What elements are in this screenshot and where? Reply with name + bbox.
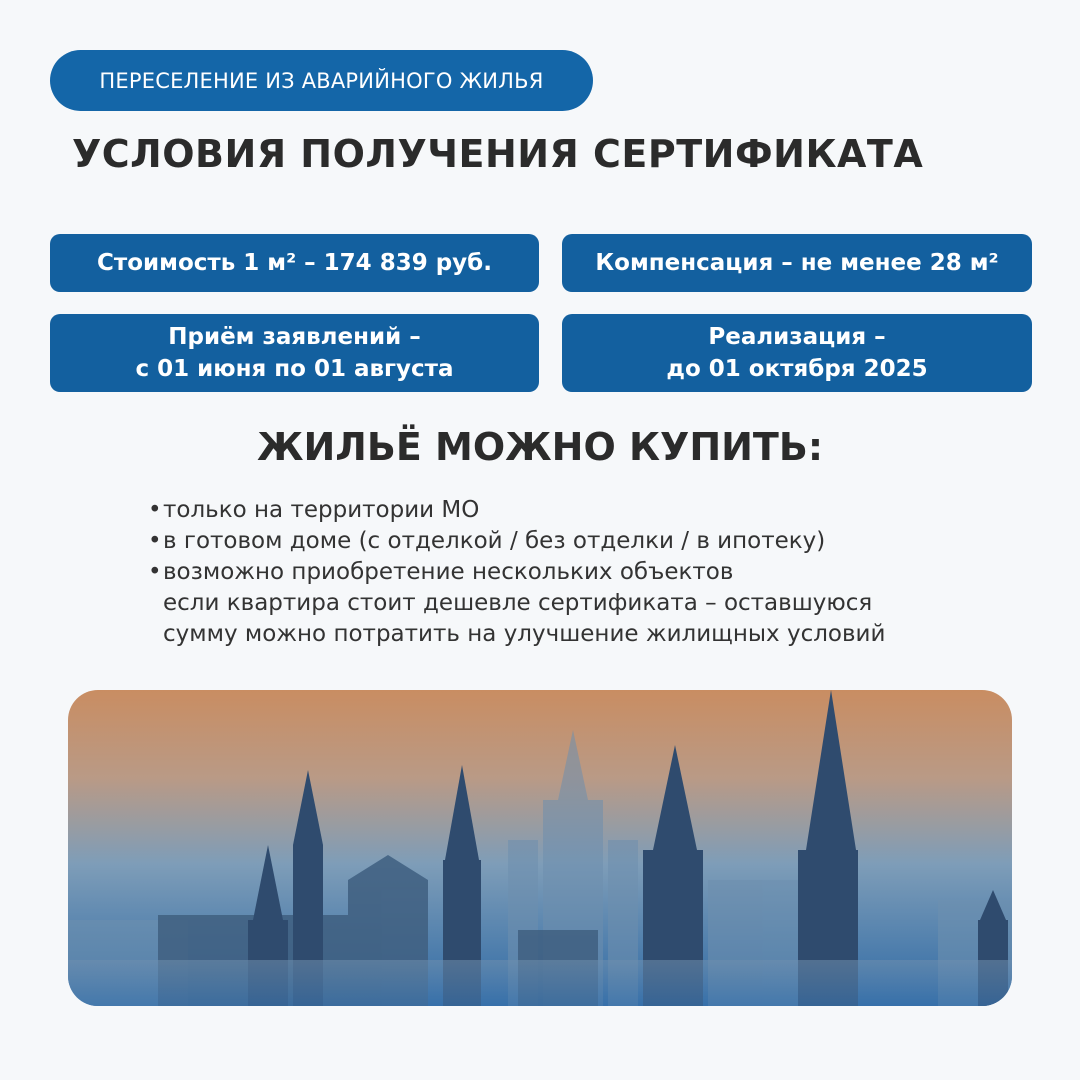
list-item (148, 526, 1008, 557)
compensation-card-text: Компенсация – не менее 28 м² (595, 250, 999, 276)
implementation-card (562, 314, 1032, 392)
list-item (148, 495, 1008, 526)
list-continuation-line: если квартира стоит дешевле сертификата – оставшуюся (163, 590, 873, 616)
bullet-icon: • (148, 528, 162, 554)
page-title: УСЛОВИЯ ПОЛУЧЕНИЯ СЕРТИФИКАТА (72, 132, 924, 176)
bullet-icon: • (148, 497, 162, 523)
section-heading: ЖИЛЬЁ МОЖНО КУПИТЬ: (256, 425, 824, 469)
category-badge-label: ПЕРЕСЕЛЕНИЕ ИЗ АВАРИЙНОГО ЖИЛЬЯ (99, 68, 544, 93)
list-continuation-line: сумму можно потратить на улучшение жилищных условий (163, 621, 886, 647)
compensation-card (562, 234, 1032, 292)
list-item-text: в готовом доме (с отделкой / без отделки / в ипотеку) (163, 528, 826, 554)
bullet-icon: • (148, 559, 162, 585)
implementation-card-line1: Реализация – (708, 324, 886, 350)
applications-card (50, 314, 539, 392)
moscow-skyline-photo (68, 690, 1012, 1006)
applications-card-line2: с 01 июня по 01 августа (135, 356, 454, 382)
kremlin-skyline-icon (68, 690, 1012, 1006)
list-item-text: только на территории МО (163, 497, 480, 523)
list-item (148, 557, 1008, 588)
implementation-card-line2: до 01 октября 2025 (666, 356, 928, 382)
conditions-list (148, 495, 1008, 650)
list-item-text: возможно приобретение нескольких объектов (163, 559, 734, 585)
category-badge (50, 50, 593, 111)
cost-card-text: Стоимость 1 м² – 174 839 руб. (97, 250, 492, 276)
cost-card (50, 234, 539, 292)
applications-card-line1: Приём заявлений – (168, 324, 421, 350)
